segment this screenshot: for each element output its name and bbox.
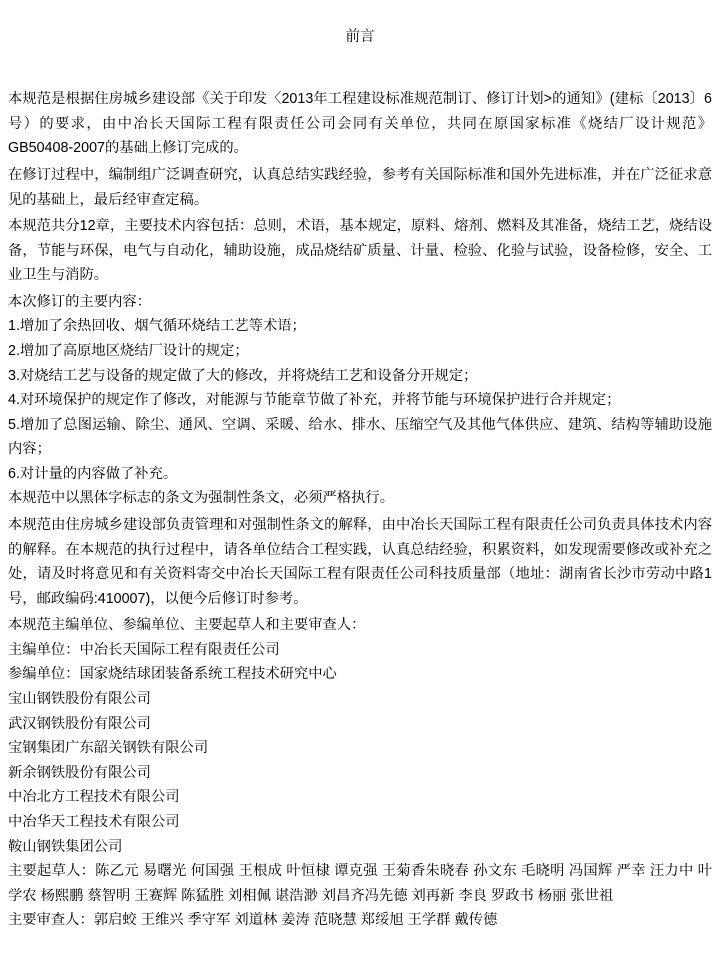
- page-title: 前言: [345, 29, 375, 45]
- paragraph-basis: 本规范是根据住房城乡建设部《关于印发〈2013年工程建设标准规范制订、修订计划>的通知》(建标〔2013〕6号）的要求，由中冶长天国际工程有限责任公司会同有关单位，共同在原国家标准《烧结厂设计规范》GB50408-2007的基础上修订完成的。: [8, 91, 712, 157]
- revision-item-4: 4.对环境保护的规定作了修改，对能源与节能章节做了补充，并将节能与环境保护进行合并规定；: [8, 392, 621, 409]
- org-line-xinyu: 新余钢铁股份有限公司: [8, 764, 151, 781]
- org-line-chief-editor: 主编单位：中冶长天国际工程有限责任公司: [8, 641, 280, 658]
- org-line-shaoguan: 宝钢集团广东韶关钢铁有限公司: [8, 740, 209, 757]
- revision-item-6: 6.对计量的内容做了补充。: [8, 465, 178, 482]
- paragraph-administration: 本规范由住房城乡建设部负责管理和对强制性条文的解释，由中冶长天国际工程有限责任公司负责具体技术内容的解释。在本规范的执行过程中，请各单位结合工程实践，认真总结经验，积累资料，如发现需要修改或补充之处，请及时将意见和有关资料寄交中冶长天国际工程有限责任公司科技质量部（地址：湖南省长沙市劳动中路1号，邮政编码:410007)，以便今后修订时参考。: [8, 517, 712, 607]
- reviewers-line: 主要审查人：郭启蛟 王维兴 季守军 刘道林 姜涛 范晓慧 郑绥旭 王学群 戴传德: [8, 912, 498, 929]
- paragraph-contents: 本规范共分12章，主要技术内容包括：总则，术语，基本规定，原料、熔剂、燃料及其准备，烧结工艺，烧结设备，节能与环保，电气与自动化，辅助设施，成品烧结矿质量、计量、检验、化验与试验，设备检修，安全、工业卫生与消防。: [8, 218, 712, 284]
- paragraph-revision-heading: 本次修订的主要内容：: [8, 293, 151, 310]
- revision-item-1: 1.增加了余热回收、烟气循环烧结工艺等术语；: [8, 318, 306, 335]
- org-line-co-editor: 参编单位：国家烧结球团装备系统工程技术研究中心: [8, 666, 337, 683]
- revision-item-5: 5.增加了总图运输、除尘、通风、空调、采暖、给水、排水、压缩空气及其他气体供应、建筑、结构等辅助设施内容；: [8, 416, 712, 458]
- paragraph-units-heading: 本规范主编单位、参编单位、主要起草人和主要审查人：: [8, 617, 366, 634]
- document-body: [8, 87, 712, 933]
- org-line-ansteel: 鞍山钢铁集团公司: [8, 838, 123, 855]
- org-line-beifang: 中冶北方工程技术有限公司: [8, 789, 180, 806]
- revision-item-3: 3.对烧结工艺与设备的规定做了大的修改，并将烧结工艺和设备分开规定；: [8, 367, 478, 384]
- drafters-line: 主要起草人：陈乙元 易曙光 何国强 王根成 叶恒棣 谭克强 王菊香朱晓春 孙文东 毛晓明 冯国辉 严幸 汪力中 叶学农 杨熙鹏 蔡智明 王赛辉 陈猛胜 刘相佩 谌浩渺 刘昌齐冯先德 刘再新 李良 罗政书 杨丽 张世祖: [8, 863, 712, 904]
- org-line-huatian: 中冶华天工程技术有限公司: [8, 813, 180, 830]
- org-line-wuhan: 武汉钢铁股份有限公司: [8, 715, 151, 732]
- org-line-baoshan: 宝山钢铁股份有限公司: [8, 691, 151, 708]
- paragraph-process: 在修订过程中，编制组广泛调查研究，认真总结实践经验，参考有关国际标准和国外先进标准，并在广泛征求意见的基础上，最后经审查定稿。: [8, 166, 712, 208]
- paragraph-mandatory-clause: 本规范中以黑体字标志的条文为强制性条文，必须严格执行。: [8, 490, 395, 507]
- revision-item-2: 2.增加了高原地区烧结厂设计的规定；: [8, 342, 249, 359]
